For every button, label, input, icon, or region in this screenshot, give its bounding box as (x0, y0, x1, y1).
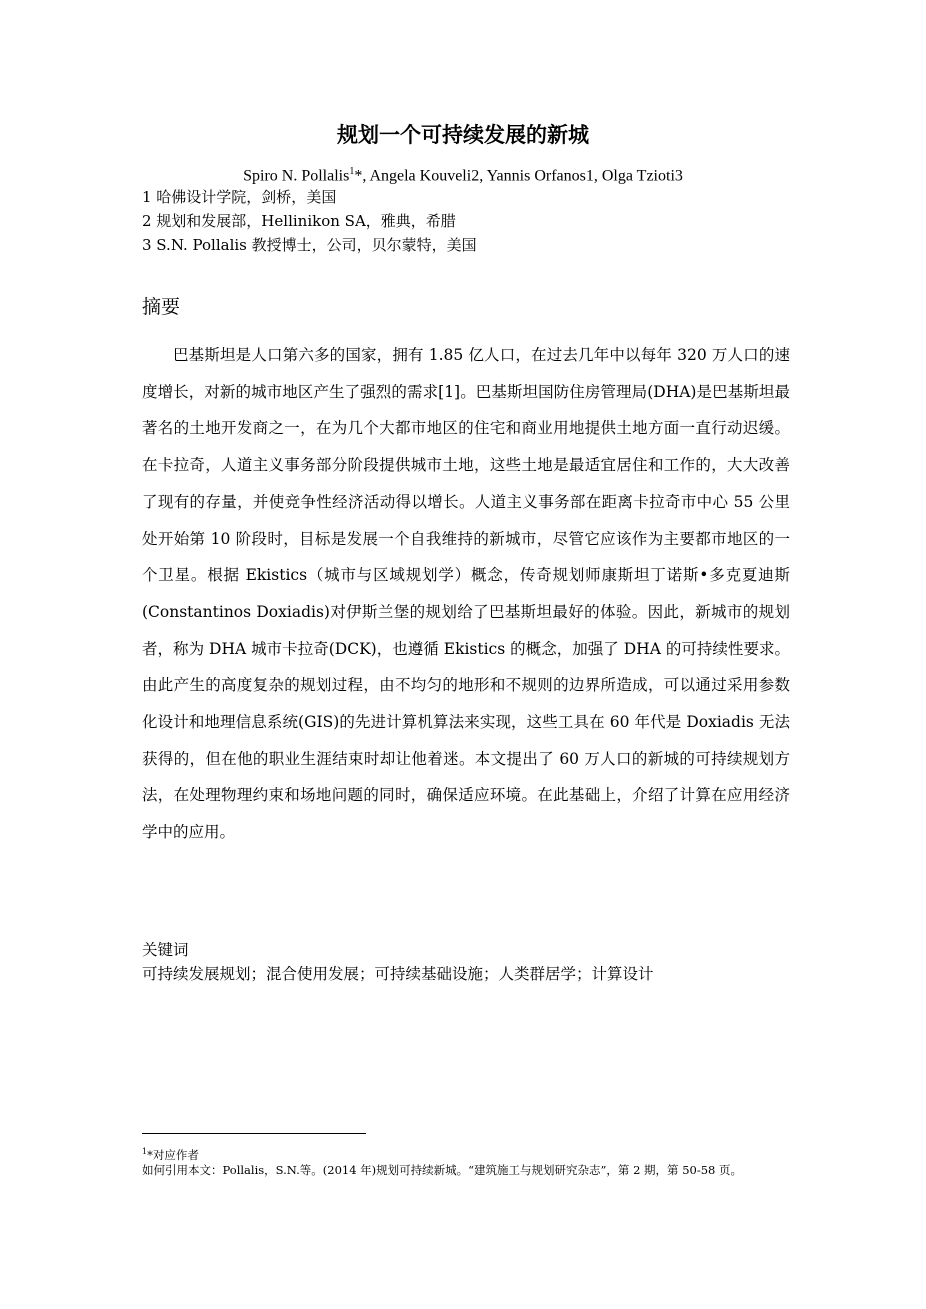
footnote-divider (142, 1133, 366, 1134)
footnote-citation: 如何引用本文：Pollalis，S.N.等。(2014 年)规划可持续新城。“建筑施工与规划研究杂志”，第 2 期，第 50-58 页。 (142, 1163, 743, 1177)
affiliation-3: 3 S.N. Pollalis 教授博士，公司，贝尔蒙特，美国 (142, 236, 477, 254)
abstract-body: 巴基斯坦是人口第六多的国家，拥有 1.85 亿人口，在过去几年中以每年 320 万人口的速度增长，对新的城市地区产生了强烈的需求[1]。巴基斯坦国防住房管理局(DHA)是巴基斯坦最著名的土地开发商之一，在为几个大都市地区的住宅和商业用地提供土地方面一直行动迟缓。在卡拉奇，人道主义事务部分阶段提供城市土地，这些土地是最适宜居住和工作的，大大改善了现有的存量，并使竞争性经济活动得以增长。人道主义事务部在距离卡拉奇市中心 55 公里处开始第 10 阶段时，目标是发展一个自我维持的新城市，尽管它应该作为主要都市地区的一个卫星。根据 Ekistics（城市与区域规划学）概念，传奇规划师康斯坦丁诺斯•多克夏迪斯(Constantinos Doxiadis)对伊斯兰堡的规划给了巴基斯坦最好的体验。因此，新城市的规划者，称为 DHA 城市卡拉奇(DCK)，也遵循 Ekistics 的概念，加强了 DHA 的可持续性要求。由此产生的高度复杂的规划过程，由不均匀的地形和不规则的边界所造成，可以通过采用参数化设计和地理信息系统(GIS)的先进计算机算法来实现，这些工具在 60 年代是 Doxiadis 无法获得的，但在他的职业生涯结束时却让他着迷。本文提出了 60 万人口的新城的可持续规划方法，在处理物理约束和场地问题的同时，确保适应环境。在此基础上，介绍了计算在应用经济学中的应用。 (142, 346, 790, 842)
author-line (0, 161, 926, 187)
first-author: Spiro N. Pollalis (243, 167, 350, 185)
footnote-marker: 1 (142, 1147, 148, 1156)
abstract-heading: 摘要 (142, 296, 181, 318)
keywords-heading: 关键词 (142, 941, 189, 959)
keywords-list: 可持续发展规划；混合使用发展；可持续基础设施；人类群居学；计算设计 (142, 965, 654, 983)
affiliation-2: 2 规划和发展部，Hellinikon SA，雅典，希腊 (142, 212, 456, 230)
affiliation-marker: 1 (349, 166, 355, 177)
affiliation-1: 1 哈佛设计学院，剑桥，美国 (142, 188, 337, 206)
other-authors: *, Angela Kouveli2, Yannis Orfanos1, Olga Tzioti3 (354, 167, 683, 185)
corresponding-author-note: *对应作者 (147, 1147, 199, 1162)
paper-title: 规划一个可持续发展的新城 (337, 123, 589, 147)
